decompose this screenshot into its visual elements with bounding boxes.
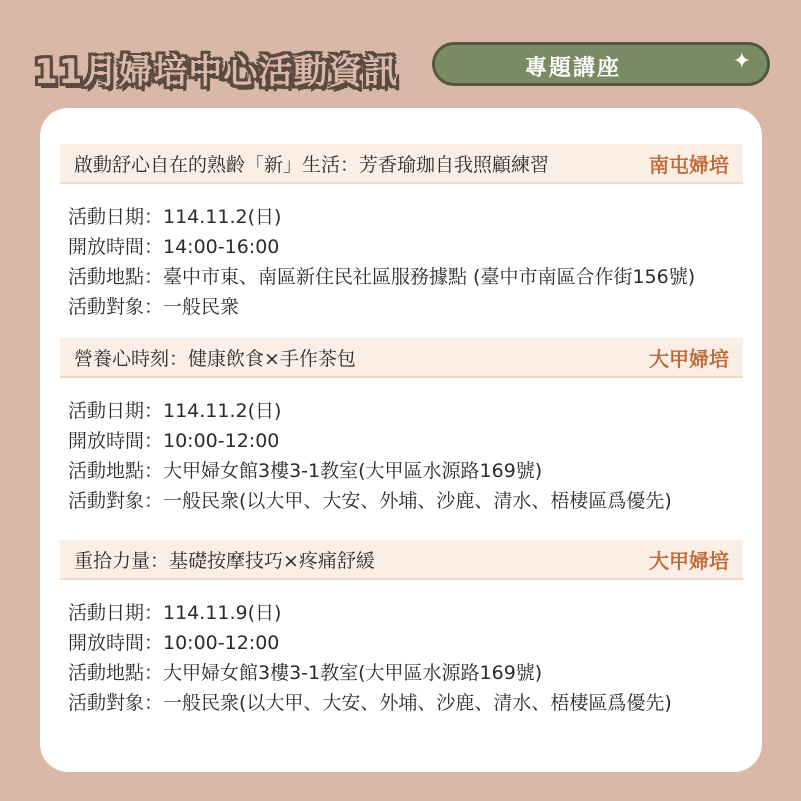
- event-title: 重拾力量：基礎按摩技巧×疼痛舒緩: [74, 550, 375, 572]
- events-card: [40, 108, 762, 772]
- event-audience: 活動對象：一般民衆: [68, 296, 240, 318]
- event-location-tag: 大甲婦培: [649, 549, 729, 573]
- event-time: 開放時間：14:00-16:00: [68, 236, 280, 258]
- category-badge-label: 專題講座: [525, 56, 622, 81]
- header: [34, 42, 774, 90]
- event-section: [60, 144, 743, 322]
- category-badge: [432, 42, 770, 86]
- event-details: [60, 202, 743, 322]
- event-date: 活動日期：114.11.9(日): [68, 602, 282, 624]
- event-date: 活動日期：114.11.2(日): [68, 400, 282, 422]
- event-place: 活動地點：大甲婦女館3樓3-1教室(大甲區水源路169號): [68, 662, 543, 684]
- event-place: 活動地點：大甲婦女館3樓3-1教室(大甲區水源路169號): [68, 460, 543, 482]
- sparkle-icon: ✦: [732, 49, 751, 74]
- event-title: 啟動舒心自在的熟齡「新」生活：芳香瑜珈自我照顧練習: [74, 154, 550, 176]
- event-header: [60, 338, 743, 378]
- event-header: [60, 540, 743, 580]
- event-audience: 活動對象：一般民衆(以大甲、大安、外埔、沙鹿、清水、梧棲區爲優先): [68, 490, 672, 512]
- event-time: 開放時間：10:00-12:00: [68, 632, 280, 654]
- event-title: 營養心時刻：健康飲食×手作茶包: [74, 348, 356, 370]
- event-location-tag: 南屯婦培: [649, 153, 729, 177]
- event-details: [60, 598, 743, 718]
- event-date: 活動日期：114.11.2(日): [68, 206, 282, 228]
- event-details: [60, 396, 743, 516]
- page-title: 11月婦培中心活動資訊: [34, 52, 399, 92]
- event-header: [60, 144, 743, 184]
- event-time: 開放時間：10:00-12:00: [68, 430, 280, 452]
- event-section: [60, 338, 743, 516]
- event-section: [60, 540, 743, 718]
- event-location-tag: 大甲婦培: [649, 347, 729, 371]
- event-audience: 活動對象：一般民衆(以大甲、大安、外埔、沙鹿、清水、梧棲區爲優先): [68, 692, 672, 714]
- event-place: 活動地點：臺中市東、南區新住民社區服務據點 (臺中市南區合作街156號): [68, 266, 696, 288]
